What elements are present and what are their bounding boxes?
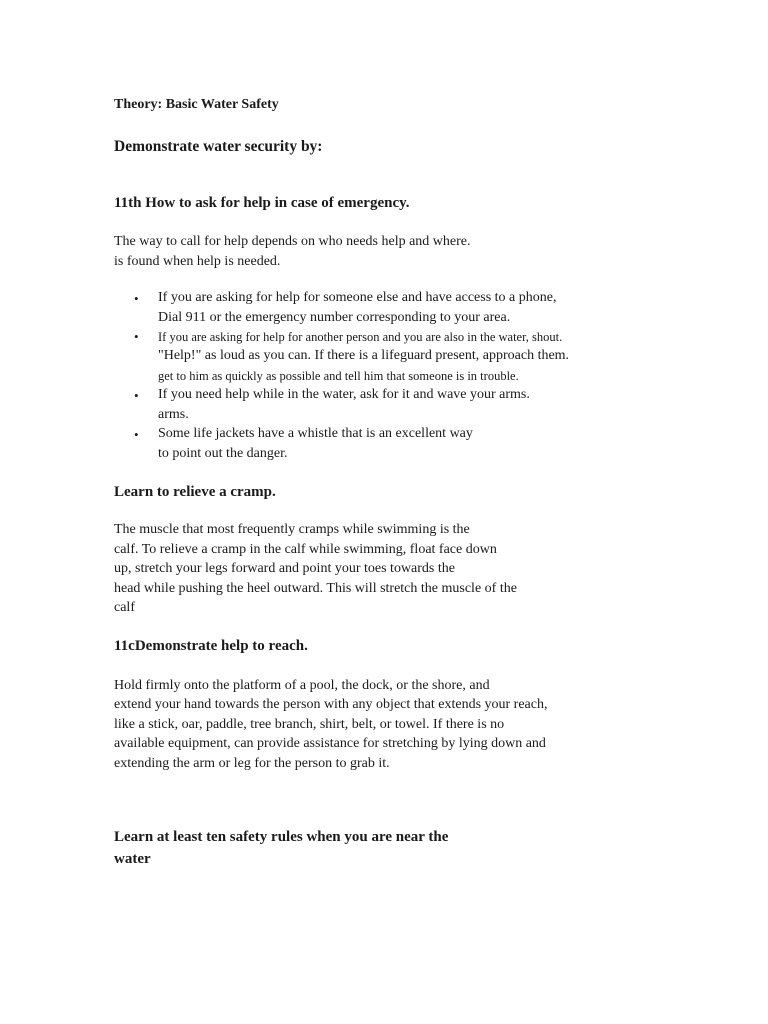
section-3-line: extend your hand towards the person with any object that extends your reach, bbox=[114, 697, 548, 712]
bullet-2-line: "Help!" as loud as you can. If there is a lifeguard present, approach them. bbox=[158, 348, 570, 363]
section-4-heading: water bbox=[114, 851, 151, 867]
bullet-marker: • bbox=[134, 427, 139, 442]
bullet-1-line: Dial 911 or the emergency number corresponding to your area. bbox=[158, 310, 511, 325]
bullet-2-line: If you are asking for help for another person and you are also in the water, shout. bbox=[158, 330, 563, 344]
bullet-4-line: Some life jackets have a whistle that is an excellent way bbox=[158, 426, 473, 441]
section-1-intro-line: The way to call for help depends on who needs help and where. bbox=[114, 234, 471, 249]
section-2-heading: Learn to relieve a cramp. bbox=[114, 484, 276, 500]
bullet-2-line: get to him as quickly as possible and tell him that someone is in trouble. bbox=[158, 369, 519, 383]
bullet-marker: • bbox=[134, 329, 139, 344]
section-2-line: up, stretch your legs forward and point your toes towards the bbox=[114, 561, 455, 576]
bullet-1-line: If you are asking for help for someone else and have access to a phone, bbox=[158, 290, 557, 305]
section-2-line: calf bbox=[114, 600, 135, 615]
section-2-line: calf. To relieve a cramp in the calf while swimming, float face down bbox=[114, 542, 497, 557]
section-1-heading: 11th How to ask for help in case of emergency. bbox=[114, 195, 410, 211]
bullet-marker: • bbox=[134, 291, 139, 306]
section-3-line: available equipment, can provide assistance for stretching by lying down and bbox=[114, 736, 546, 751]
document-title: Theory: Basic Water Safety bbox=[114, 97, 279, 112]
section-3-line: like a stick, oar, paddle, tree branch, shirt, belt, or towel. If there is no bbox=[114, 717, 505, 732]
section-3-heading: 11cDemonstrate help to reach. bbox=[114, 638, 308, 654]
document-subtitle: Demonstrate water security by: bbox=[114, 138, 323, 155]
section-3-line: Hold firmly onto the platform of a pool, the dock, or the shore, and bbox=[114, 678, 490, 693]
bullet-3-line: If you need help while in the water, ask for it and wave your arms. bbox=[158, 387, 530, 402]
bullet-4-line: to point out the danger. bbox=[158, 446, 288, 461]
bullet-3-line: arms. bbox=[158, 407, 189, 422]
section-2-line: head while pushing the heel outward. This will stretch the muscle of the bbox=[114, 581, 517, 596]
section-2-line: The muscle that most frequently cramps while swimming is the bbox=[114, 522, 470, 537]
bullet-marker: • bbox=[134, 388, 139, 403]
section-4-heading: Learn at least ten safety rules when you are near the bbox=[114, 829, 449, 845]
section-3-line: extending the arm or leg for the person to grab it. bbox=[114, 756, 390, 771]
section-1-intro-line: is found when help is needed. bbox=[114, 254, 281, 269]
